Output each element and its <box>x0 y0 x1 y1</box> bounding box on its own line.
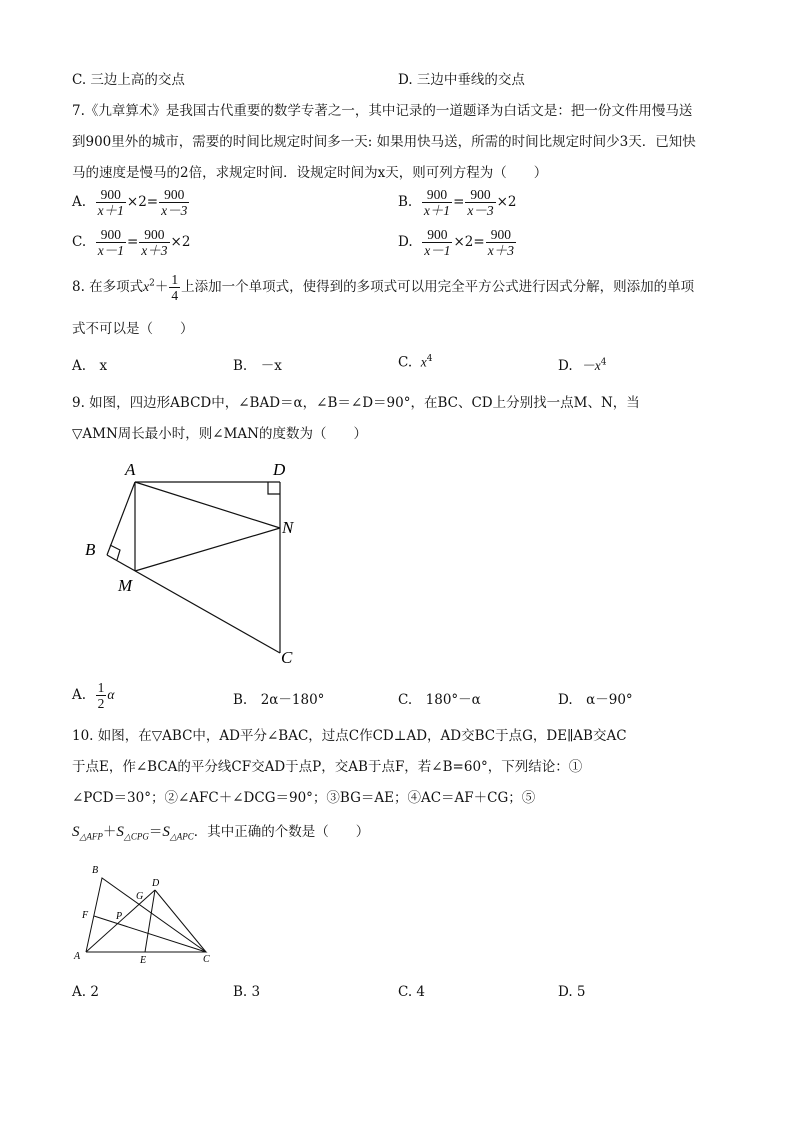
q9-option-c: C. 180°－α <box>398 692 481 708</box>
q6-option-d: D. 三边中垂线的交点 <box>398 72 525 88</box>
q7-option-d: D. $\frac{900}{x-1}$ ×2= $\frac{900}{x+3}$ <box>398 227 514 258</box>
right-angle-mark-d <box>268 482 280 494</box>
label-c: C <box>203 954 210 965</box>
triangle-abc <box>86 878 206 952</box>
q9-quadrilateral-figure <box>80 455 310 670</box>
fraction: $\frac{900}{x-3}$ <box>467 187 494 218</box>
segment-an <box>135 482 280 528</box>
label-g: G <box>136 891 144 902</box>
option-label: B. <box>398 194 413 210</box>
q10-text-line2: 于点E，作∠BCA的平分线CF交AD于点P，交AB于点F，若∠B=60°，下列结论：① <box>72 759 583 775</box>
label-d: D <box>273 460 286 479</box>
q8-option-d: D. $-x^4$ <box>558 357 607 374</box>
q7-text-line1: 7.《九章算术》是我国古代重要的数学专著之一，其中记录的一道题译为白话文是：把一份文件用慢马送 <box>72 103 693 119</box>
q7-option-c: C. $\frac{900}{x-1}$ = $\frac{900}{x+3}$ ×2 <box>72 227 191 258</box>
label-p: P <box>116 911 123 922</box>
q6-option-c: C. 三边上高的交点 <box>72 72 185 88</box>
q9-text-line2: ▽AMN周长最小时，则∠MAN的度数为（ ） <box>72 426 367 442</box>
q7-text-line3: 马的速度是慢马的2倍，求规定时间．设规定时间为x天，则可列方程为（ ） <box>72 165 548 181</box>
segment-mn <box>135 528 280 571</box>
label-a: A <box>74 951 81 962</box>
label-a: A <box>125 460 136 479</box>
segment-ab <box>107 482 135 555</box>
q8-option-a: A. x <box>72 358 108 374</box>
label-m: M <box>118 576 133 595</box>
q8-option-b: B. －x <box>233 358 282 374</box>
fraction: $\frac{1}{4}$ <box>171 272 179 303</box>
q10-option-d: D. 5 <box>558 984 586 1000</box>
label-b: B <box>92 865 99 876</box>
q8-option-c: C. $x^4$ <box>398 354 433 371</box>
q7-option-a: A. $\frac{900}{x+1}$ ×2= $\frac{900}{x-3}$ <box>72 187 188 218</box>
q9-option-b: B. 2α－180° <box>233 692 325 708</box>
q10-text-line3: ∠PCD＝30°；②∠AFC＋∠DCG＝90°；③BG＝AE；④AC＝AF＋CG；⑤ <box>72 790 536 806</box>
fraction: $\frac{900}{x+3}$ <box>141 227 168 258</box>
label-c: C <box>281 648 293 667</box>
segment-de <box>145 890 155 952</box>
option-label: D. <box>398 234 413 250</box>
q7-text-line2: 到900里外的城市，需要的时间比规定时间多一天: 如果用快马送，所需的时间比规定时间少3天．已知快 <box>72 134 696 150</box>
fraction: $\frac{900}{x-1}$ <box>424 227 451 258</box>
q8-text-line2: 式不可以是（ ） <box>72 321 194 337</box>
option-label: A. <box>72 194 87 210</box>
fraction: $\frac{900}{x+1}$ <box>423 187 451 218</box>
label-e: E <box>140 955 147 966</box>
q10-option-b: B. 3 <box>233 984 261 1000</box>
label-d: D <box>152 878 160 889</box>
label-f: F <box>82 910 89 921</box>
fraction: $\frac{900}{x-3}$ <box>161 187 188 218</box>
label-n: N <box>282 518 294 537</box>
label-b: B <box>85 540 96 559</box>
q8-text-line1: 8. 在多项式$x^2+$ $\frac{1}{4}$ 上添加一个单项式，使得到的多项式可以用完全平方公式进行因式分解，则添加的单项 <box>72 272 695 303</box>
q9-option-d: D. α－90° <box>558 692 633 708</box>
fraction: $\frac{900}{x+3}$ <box>487 227 514 258</box>
option-label: C. <box>72 234 87 250</box>
q10-option-c: C. 4 <box>398 984 426 1000</box>
q10-triangle-figure <box>66 858 226 968</box>
q9-text-line1: 9. 如图，四边形ABCD中，∠BAD＝α，∠B＝∠D＝90°，在BC、CD上分别找一点M、N，当 <box>72 395 640 411</box>
fraction: $\frac{1}{2}$ <box>97 680 105 711</box>
q7-option-b: B. $\frac{900}{x+1}$ = $\frac{900}{x-3}$ ×2 <box>398 187 517 218</box>
fraction: $\frac{900}{x-1}$ <box>97 227 124 258</box>
q10-text-line4: $S_{\triangle AFP}+S_{\triangle CPG}=S_{\triangle APC}$．其中正确的个数是（ ） <box>72 824 370 842</box>
q10-text-line1: 10. 如图，在▽ABC中，AD平分∠BAC，过点C作CD⊥AD，AD交BC于点G，DE∥AB交AC <box>72 728 627 744</box>
segment-bc <box>107 555 280 653</box>
q9-option-a: A. $\frac{1}{2}$ α <box>72 680 115 711</box>
fraction: $\frac{900}{x+1}$ <box>97 187 124 218</box>
q10-option-a: A. 2 <box>72 984 99 1000</box>
